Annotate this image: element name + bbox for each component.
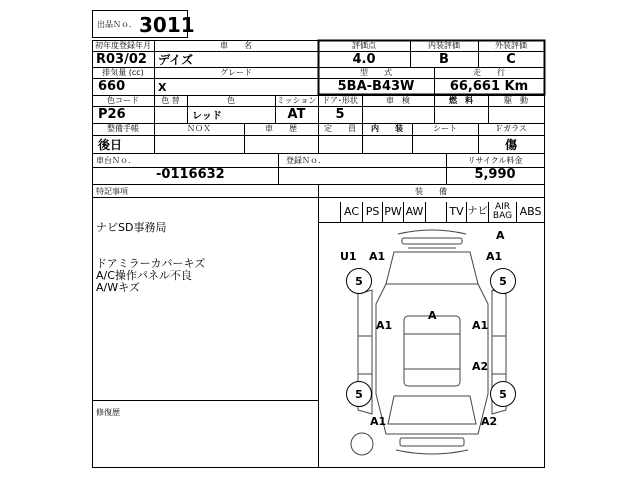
mark-front-right: A1 <box>486 250 503 263</box>
lot-number: 3011 <box>139 13 195 37</box>
mark-rear-left: A1 <box>370 415 387 428</box>
label-color: 色 <box>227 96 235 105</box>
mark-rear-right: A2 <box>481 415 498 428</box>
label-equipment: 装 備 <box>415 187 447 196</box>
label-car-name: 車 名 <box>220 41 252 50</box>
value-mission: AT <box>287 107 306 122</box>
label-seat: シート <box>433 124 457 133</box>
label-color-code: 色コード <box>107 96 139 105</box>
mark-roof: A <box>428 309 437 322</box>
label-recycle: リサイクル料金 <box>467 156 523 165</box>
label-capacity: 定 員 <box>324 124 356 133</box>
equip-pw: PW <box>382 202 403 222</box>
label-score: 評価点 <box>352 41 376 50</box>
label-nox: ＮＯＸ <box>187 124 211 133</box>
label-grade: グレード <box>220 68 252 77</box>
equip-blank <box>425 202 446 222</box>
value-recycle: 5,990 <box>474 167 516 182</box>
label-drive: 駆 動 <box>504 96 528 105</box>
label-doors: ドア･形状 <box>322 96 358 105</box>
equip-abs: ABS <box>516 202 544 222</box>
label-history: 車 歴 <box>265 124 297 133</box>
mark-front-left: A1 <box>369 250 386 263</box>
value-color: レッド <box>192 111 222 122</box>
label-fuel: 燃 料 <box>449 96 473 105</box>
equip-ac: AC <box>340 202 362 222</box>
lot-label: 出品Ｎｏ． <box>97 20 137 29</box>
mark-door-left: A1 <box>376 319 393 332</box>
tire-front-left: 5 <box>346 268 372 294</box>
note-aw: A/Wキズ <box>96 281 140 294</box>
tire-front-right: 5 <box>490 268 516 294</box>
tire-rear-left: 5 <box>346 381 372 407</box>
equip-ps: PS <box>362 202 382 222</box>
value-displacement: 660 <box>98 79 126 94</box>
label-mission: ミッション <box>276 96 317 105</box>
note-navi: ナビSD事務局 <box>96 221 167 234</box>
equip-tv: TV <box>446 202 466 222</box>
label-displacement: 排気量 (cc) <box>102 68 144 77</box>
value-grade: X <box>158 81 167 94</box>
mark-u1: U1 <box>340 250 357 263</box>
value-interior: B <box>439 52 449 67</box>
value-exterior: C <box>506 52 516 67</box>
equip-aw: AW <box>403 202 425 222</box>
equip-airbag: AIR BAG <box>488 202 516 222</box>
mark-door-right: A1 <box>472 319 489 332</box>
value-doors: 5 <box>335 107 345 122</box>
tire-rear-right: 5 <box>490 381 516 407</box>
label-manual: 整備手帳 <box>107 124 139 133</box>
label-chassis: 車台Ｎｏ． <box>96 156 136 165</box>
equip-navi: ナビ <box>466 202 488 222</box>
label-model: 型 式 <box>360 68 392 77</box>
note-mirror: ドアミラーカバーキズ <box>96 257 206 270</box>
label-color-change: 色 替 <box>161 96 180 105</box>
label-repair-history: 修復歴 <box>96 408 120 417</box>
value-score: 4.0 <box>352 52 376 67</box>
label-exterior: 外装評価 <box>495 41 527 50</box>
value-car-name: デイズ <box>158 53 194 67</box>
value-mileage: 66,661 Km <box>449 79 529 94</box>
label-fglass: Ｆガラス <box>495 124 527 133</box>
label-remarks: 特記事項 <box>96 187 128 196</box>
note-ac-panel: A/C操作パネル不良 <box>96 269 192 282</box>
label-mileage: 走 行 <box>473 68 505 77</box>
label-inspection: 車 検 <box>386 96 410 105</box>
value-model: 5BA-B43W <box>337 79 415 94</box>
value-year: R03/02 <box>96 52 147 67</box>
label-interior: 内装評価 <box>428 41 460 50</box>
label-reg-no: 登録Ｎｏ． <box>286 156 326 165</box>
value-color-code: P26 <box>98 107 126 122</box>
label-first-reg: 初年度登録年月 <box>95 41 151 50</box>
value-fglass: 傷 <box>504 138 517 152</box>
label-interior-cond: 内 装 <box>371 124 403 133</box>
mark-rear-right-side: A2 <box>472 360 489 373</box>
value-chassis: -0116632 <box>156 167 225 182</box>
mark-front-bumper: A <box>496 229 505 242</box>
value-manual: 後日 <box>98 138 123 152</box>
